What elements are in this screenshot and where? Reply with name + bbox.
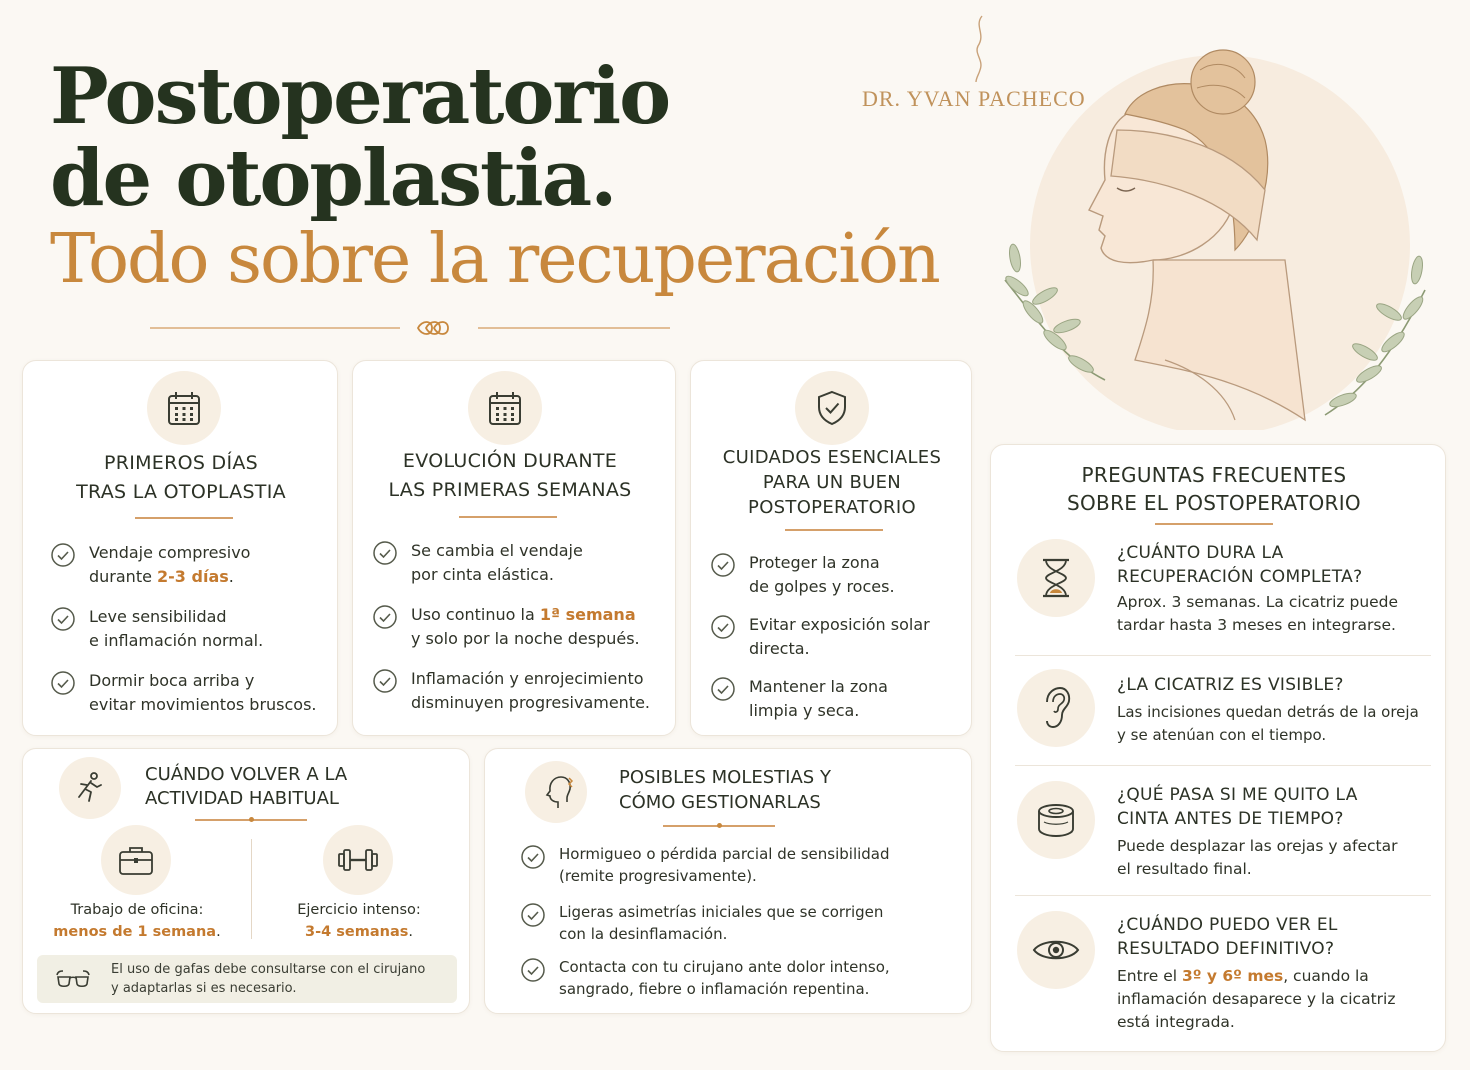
activity-label: Trabajo de oficina: <box>70 902 204 918</box>
check-circle-icon <box>51 543 75 567</box>
check-circle-icon <box>373 541 397 565</box>
card-title-line: EVOLUCIÓN DURANTE <box>402 450 618 472</box>
faq-question: RECUPERACIÓN COMPLETA? <box>1117 567 1363 587</box>
card-title-line: LAS PRIMERAS SEMANAS <box>388 479 632 501</box>
column-divider <box>251 839 252 939</box>
ornament-divider-icon <box>150 318 670 338</box>
title-underline <box>1155 523 1273 525</box>
item-text: con la desinflamación. <box>559 925 728 943</box>
glasses-note <box>37 955 457 1003</box>
list-item <box>373 667 650 715</box>
check-circle-icon <box>711 615 735 639</box>
card-title-line: POSTOPERATORIO <box>748 497 916 518</box>
item-text: Contacta con tu cirujano ante dolor intenso, <box>559 958 890 976</box>
check-circle-icon <box>51 671 75 695</box>
list-item <box>711 675 888 723</box>
check-circle-icon <box>521 903 545 927</box>
calendar-icon <box>468 371 542 445</box>
activity-value: menos de 1 semana <box>53 924 217 940</box>
check-circle-icon <box>521 845 545 869</box>
dumbbell-icon <box>323 825 393 895</box>
check-circle-icon <box>373 669 397 693</box>
head-pain-icon <box>525 761 587 823</box>
faq-answer: , cuando la <box>1283 967 1369 985</box>
faq-answer: Aprox. 3 semanas. La cicatriz puede <box>1117 593 1399 611</box>
item-text: Proteger la zona <box>749 553 880 572</box>
item-text: Mantener la zona <box>749 677 888 696</box>
item-text: directa. <box>749 639 810 658</box>
item-text: Uso continuo la <box>411 605 540 624</box>
item-text: de golpes y roces. <box>749 577 895 596</box>
faq-answer: Puede desplazar las orejas y afectar <box>1117 837 1398 855</box>
list-item <box>521 843 890 887</box>
faq-answer: inflamación desaparece y la cicatriz <box>1117 990 1396 1008</box>
card-title-line: ACTIVIDAD HABITUAL <box>145 788 339 809</box>
list-item <box>521 901 883 945</box>
card-actividad <box>22 748 470 1014</box>
check-circle-icon <box>51 607 75 631</box>
card-title-line: PRIMEROS DÍAS <box>103 452 259 474</box>
dot-icon <box>249 817 254 822</box>
check-circle-icon <box>373 605 397 629</box>
faq-divider <box>1015 765 1431 766</box>
woman-profile-illustration <box>985 30 1445 430</box>
highlight-value: 2-3 días <box>157 567 229 586</box>
title-underline <box>459 516 557 518</box>
list-item <box>51 669 317 717</box>
eye-icon <box>1017 911 1095 989</box>
card-title-line: POSIBLES MOLESTIAS Y <box>619 767 831 788</box>
list-item <box>51 605 263 653</box>
list-item <box>711 551 895 599</box>
faq-answer: Entre el <box>1117 967 1182 985</box>
note-text: y adaptarlas si es necesario. <box>111 981 297 996</box>
check-circle-icon <box>711 677 735 701</box>
card-title-line: PARA UN BUEN <box>762 472 902 493</box>
item-text: limpia y seca. <box>749 701 860 720</box>
item-text: Hormigueo o pérdida parcial de sensibilidad <box>559 845 890 863</box>
faq-answer: Las incisiones quedan detrás de la oreja <box>1117 703 1419 721</box>
dot-icon <box>717 823 722 828</box>
item-text: e inflamación normal. <box>89 631 264 650</box>
title-line-1: Postoperatorio <box>50 51 670 142</box>
card-title-line: CÓMO GESTIONARLAS <box>619 792 821 813</box>
check-circle-icon <box>521 958 545 982</box>
item-text: Leve sensibilidad <box>89 607 227 626</box>
calendar-icon <box>147 371 221 445</box>
card-faq <box>990 444 1446 1052</box>
subtitle: Todo sobre la recuperación <box>50 220 939 299</box>
faq-answer: y se atenúan con el tiempo. <box>1117 726 1327 744</box>
title-underline <box>785 529 883 531</box>
activity-dot: . <box>408 924 413 940</box>
list-item <box>373 539 583 587</box>
list-item <box>521 956 890 1000</box>
brand-name: DR. YVAN PACHECO <box>862 86 1086 111</box>
card-title-line: SOBRE EL POSTOPERATORIO <box>1067 491 1361 515</box>
item-text: Ligeras asimetrías iniciales que se corrigen <box>559 903 884 921</box>
activity-dot: . <box>216 924 221 940</box>
card-title-line: TRAS LA OTOPLASTIA <box>76 481 286 503</box>
item-text: disminuyen progresivamente. <box>411 693 651 712</box>
item-text: (remite progresivamente). <box>559 867 757 885</box>
highlight-value: 3º y 6º mes <box>1181 967 1284 985</box>
faq-question: RESULTADO DEFINITIVO? <box>1117 939 1335 959</box>
shield-check-icon <box>795 371 869 445</box>
faq-question: ¿QUÉ PASA SI ME QUITO LA <box>1117 785 1358 805</box>
item-text: Evitar exposición solar <box>749 615 930 634</box>
tape-roll-icon <box>1017 781 1095 859</box>
activity-value: 3-4 semanas <box>305 924 409 940</box>
title-line-2: de otoplastia. <box>50 133 616 224</box>
faq-question: ¿CUÁNDO PUEDO VER EL <box>1117 915 1338 935</box>
item-text: . <box>228 567 234 586</box>
faq-answer: el resultado final. <box>1117 860 1252 878</box>
glasses-icon <box>55 967 91 991</box>
running-person-icon <box>59 757 121 819</box>
item-text: Dormir boca arriba y <box>89 671 255 690</box>
faq-question: ¿CUÁNTO DURA LA <box>1117 543 1284 563</box>
card-title-line: PREGUNTAS FRECUENTES <box>1081 463 1347 487</box>
faq-question: ¿LA CICATRIZ ES VISIBLE? <box>1117 675 1344 695</box>
card-evolucion <box>352 360 676 736</box>
briefcase-icon <box>101 825 171 895</box>
ear-icon <box>1017 669 1095 747</box>
item-text: por cinta elástica. <box>411 565 554 584</box>
faq-answer: está integrada. <box>1117 1013 1235 1031</box>
card-title-line: CUÁNDO VOLVER A LA <box>145 764 348 785</box>
faq-question: CINTA ANTES DE TIEMPO? <box>1117 809 1344 829</box>
item-text: Inflamación y enrojecimiento <box>411 669 644 688</box>
list-item <box>51 541 250 589</box>
faq-divider <box>1015 895 1431 896</box>
item-text: sangrado, fiebre o inflamación repentina. <box>559 980 870 998</box>
card-primeros-dias <box>22 360 338 736</box>
item-text: y solo por la noche después. <box>411 629 640 648</box>
note-text: El uso de gafas debe consultarse con el cirujano <box>111 962 426 977</box>
highlight-value: 1ª semana <box>539 605 636 624</box>
hourglass-icon <box>1017 539 1095 617</box>
item-text: Se cambia el vendaje <box>411 541 583 560</box>
list-item <box>711 613 930 661</box>
activity-label: Ejercicio intenso: <box>297 902 421 918</box>
list-item <box>373 603 640 651</box>
item-text: Vendaje compresivo <box>89 543 251 562</box>
card-molestias <box>484 748 972 1014</box>
faq-divider <box>1015 655 1431 656</box>
faq-answer: tardar hasta 3 meses en integrarse. <box>1117 616 1396 634</box>
title-underline <box>135 517 233 519</box>
card-cuidados <box>690 360 972 736</box>
check-circle-icon <box>711 553 735 577</box>
card-title-line: CUIDADOS ESENCIALES <box>722 447 942 468</box>
item-text: evitar movimientos bruscos. <box>89 695 317 714</box>
item-text: durante <box>89 567 158 586</box>
